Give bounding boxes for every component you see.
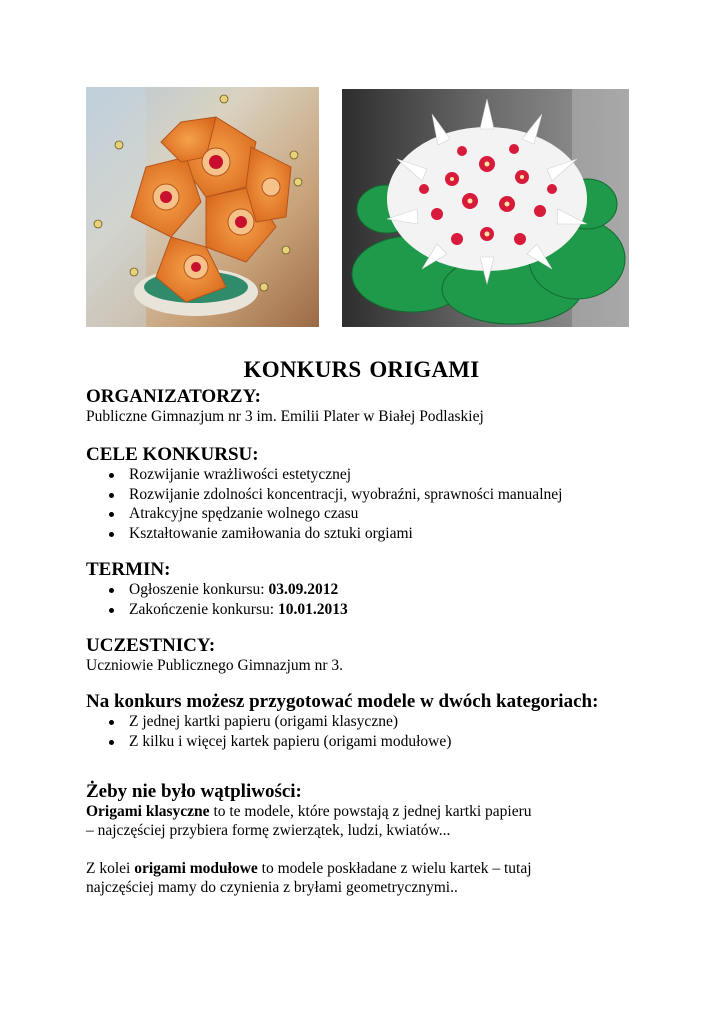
explain-section xyxy=(86,781,686,897)
modular-bouquet-image xyxy=(342,89,629,327)
term-section xyxy=(86,559,686,619)
categories-section xyxy=(86,691,686,751)
photo-orange-kusudama xyxy=(86,87,319,327)
term-heading: TERMIN: xyxy=(86,559,171,580)
list-item: Rozwijanie wrażliwości estetycznej xyxy=(129,465,686,485)
announce-date-item: Ogłoszenie konkursu: 03.09.2012 xyxy=(129,580,686,600)
organizers-text: Publiczne Gimnazjum nr 3 im. Emilii Plater w Białej Podlaskiej xyxy=(86,408,484,425)
document-body xyxy=(86,355,686,897)
organizers-section xyxy=(86,386,686,426)
explain-heading: Żeby nie było wątpliwości: xyxy=(86,781,302,802)
orange-kusudama-image xyxy=(86,87,319,327)
list-item: Z jednej kartki papieru (origami klasyczne) xyxy=(129,712,686,732)
list-item: Atrakcyjne spędzanie wolnego czasu xyxy=(129,504,686,524)
list-item: Z kilku i więcej kartek papieru (origami modułowe) xyxy=(129,732,686,752)
end-date-item: Zakończenie konkursu: 10.01.2013 xyxy=(129,600,686,620)
term-list xyxy=(86,580,686,619)
end-date: 10.01.2013 xyxy=(277,600,348,618)
page-title: KONKURS ORIGAMI xyxy=(243,357,480,382)
participants-text: Uczniowie Publicznego Gimnazjum nr 3. xyxy=(86,657,343,674)
classic-origami-paragraph: Origami klasyczne to te modele, które powstają z jednej kartki papieru – najczęściej przybiera formę zwierzątek, ludzi, kwiatów... xyxy=(86,803,532,839)
goals-section xyxy=(86,444,686,543)
organizers-heading: ORGANIZATORZY: xyxy=(86,386,261,407)
announce-date: 03.09.2012 xyxy=(268,581,339,598)
photo-modular-bouquet xyxy=(342,89,629,327)
list-item: Kształtowanie zamiłowania do sztuki orgiami xyxy=(129,524,686,544)
modular-origami-paragraph: Z kolei origami modułowe to modele poskładane z wielu kartek – tutaj najczęściej mamy do czynienia z bryłami geometrycznymi.. xyxy=(86,860,532,896)
list-item: Rozwijanie zdolności koncentracji, wyobraźni, sprawności manualnej xyxy=(129,485,686,505)
categories-list xyxy=(86,712,686,751)
participants-heading: UCZESTNICY: xyxy=(86,635,216,656)
participants-section xyxy=(86,635,686,675)
categories-heading: Na konkurs możesz przygotować modele w dwóch kategoriach: xyxy=(86,691,599,712)
goals-list xyxy=(86,465,686,543)
goals-heading: CELE KONKURSU: xyxy=(86,444,259,465)
